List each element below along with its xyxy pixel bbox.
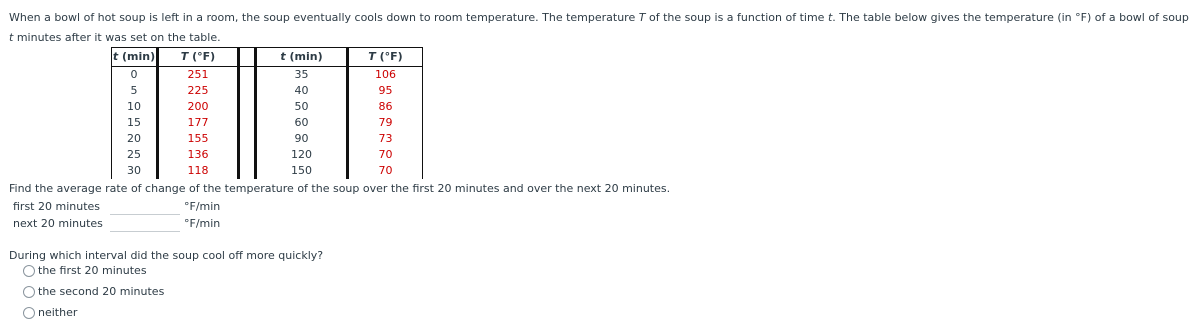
spacer-cell (239, 131, 256, 147)
temp-cell: 251 (158, 67, 239, 84)
unit-label-first: °F/min (184, 200, 221, 213)
temp-cell: 136 (158, 147, 239, 163)
first-20-rate-input[interactable] (110, 198, 180, 215)
radio-button[interactable] (23, 307, 35, 319)
temp-cell: 200 (158, 99, 239, 115)
header-temp-1: T (°F) (158, 48, 239, 67)
table-row (112, 83, 423, 99)
time-cell: 50 (256, 99, 348, 115)
time-cell: 10 (112, 99, 158, 115)
time-cell: 90 (256, 131, 348, 147)
problem-intro (9, 8, 1191, 48)
rate-question: Find the average rate of change of the temperature of the soup over the first 20 minutes and over the next 20 minutes. (9, 182, 671, 195)
table-row (112, 99, 423, 115)
option-label: neither (38, 306, 78, 319)
unit-label-next: °F/min (184, 217, 221, 230)
temp-cell: 79 (348, 115, 423, 131)
cooling-question: During which interval did the soup cool off more quickly? (9, 249, 324, 262)
time-cell: 35 (256, 67, 348, 84)
time-cell: 40 (256, 83, 348, 99)
spacer-cell (239, 115, 256, 131)
time-cell: 30 (112, 163, 158, 179)
answer-label-next: next 20 minutes (13, 217, 103, 230)
temp-cell: 70 (348, 163, 423, 179)
table-row (112, 147, 423, 163)
temperature-table (111, 47, 423, 179)
header-temp-2: T (°F) (348, 48, 423, 67)
spacer-cell (239, 83, 256, 99)
time-cell: 5 (112, 83, 158, 99)
header-spacer (239, 48, 256, 67)
table-row (112, 115, 423, 131)
option-label: the first 20 minutes (38, 264, 147, 277)
table-row (112, 67, 423, 84)
temp-cell: 155 (158, 131, 239, 147)
temp-cell: 70 (348, 147, 423, 163)
table-header-row (112, 48, 423, 67)
table-row (112, 131, 423, 147)
time-cell: 150 (256, 163, 348, 179)
spacer-cell (239, 163, 256, 179)
answer-next-20 (13, 214, 221, 234)
var-T: T (638, 11, 646, 24)
temp-cell: 106 (348, 67, 423, 84)
temp-cell: 95 (348, 83, 423, 99)
time-cell: 60 (256, 115, 348, 131)
time-cell: 120 (256, 147, 348, 163)
answer-label-first: first 20 minutes (13, 200, 101, 213)
header-time-1: t (min) (112, 48, 158, 67)
time-cell: 15 (112, 115, 158, 131)
temp-cell: 177 (158, 115, 239, 131)
temp-cell: 225 (158, 83, 239, 99)
header-time-2: t (min) (256, 48, 348, 67)
var-t-2: t (9, 31, 14, 44)
spacer-cell (239, 99, 256, 115)
option-label: the second 20 minutes (38, 285, 165, 298)
table-row (112, 163, 423, 179)
next-20-rate-input[interactable] (110, 215, 180, 232)
time-cell: 20 (112, 131, 158, 147)
intro-text-4: minutes after it was set on the table. (13, 31, 221, 44)
temp-cell: 86 (348, 99, 423, 115)
intro-text-1: When a bowl of hot soup is left in a room, the soup eventually cools down to room temperature. The temperature (9, 11, 639, 24)
time-cell: 0 (112, 67, 158, 84)
time-cell: 25 (112, 147, 158, 163)
spacer-cell (239, 67, 256, 84)
intro-text-3: . The table below gives the temperature (in °F) of a bowl of soup (832, 11, 1189, 24)
temp-cell: 73 (348, 131, 423, 147)
temp-cell: 118 (158, 163, 239, 179)
spacer-cell (239, 147, 256, 163)
radio-button[interactable] (23, 265, 35, 277)
intro-text-2: of the soup is a function of time (645, 11, 828, 24)
var-t: t (827, 11, 833, 24)
radio-button[interactable] (23, 286, 35, 298)
